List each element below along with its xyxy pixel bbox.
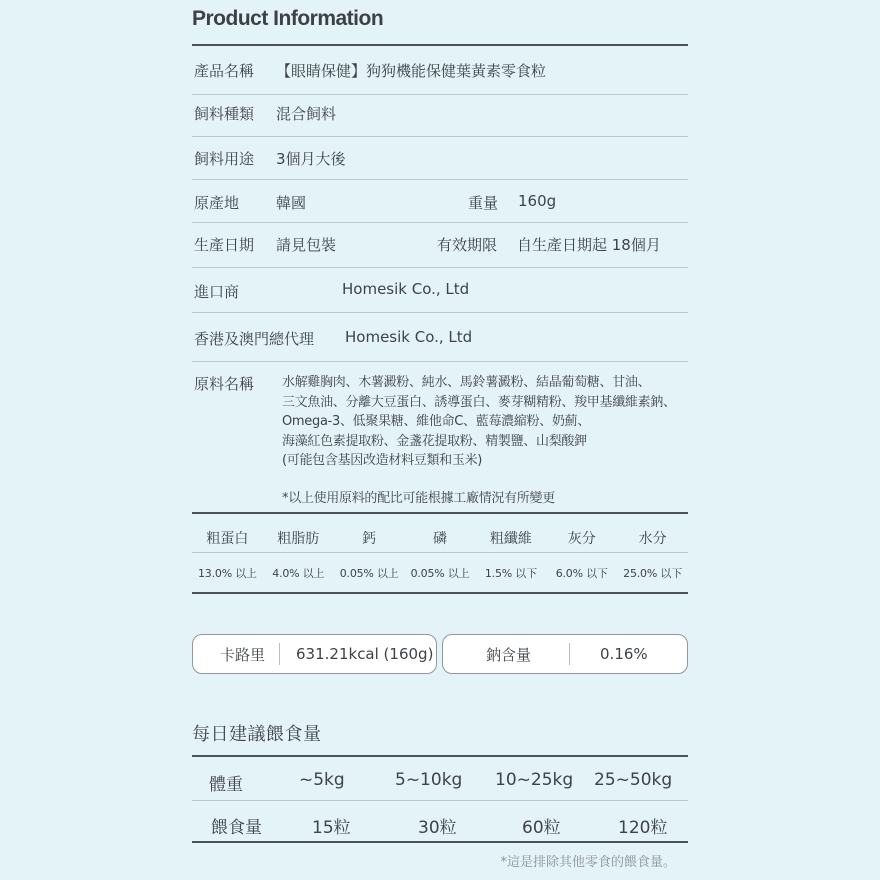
sodium-value: 0.16% (600, 645, 648, 663)
divider (192, 267, 688, 268)
nutrition-value: 0.05% 以上 (339, 567, 399, 580)
ingredients-line: 海藻紅色素提取粉、金盞花提取粉、精製鹽、山梨酸鉀 (282, 433, 587, 449)
feed-use-label: 飼料用途 (194, 150, 255, 168)
ingredients-line: (可能包含基因改造材料豆類和玉米) (282, 453, 483, 468)
nutrition-value: 1.5% 以下 (484, 567, 537, 580)
feed-type-label: 飼料種類 (194, 105, 255, 123)
feeding-amount-label: 餵食量 (211, 818, 262, 838)
production-date-value: 請見包裝 (276, 236, 337, 254)
agent-value: Homesik Co., Ltd (345, 328, 473, 346)
calorie-label: 卡路里 (220, 645, 266, 664)
sodium-box (442, 634, 688, 674)
nutrition-value: 4.0% 以上 (272, 567, 325, 580)
feeding-title: 每日建議餵食量 (192, 724, 322, 745)
agent-label: 香港及澳門總代理 (194, 330, 315, 348)
sodium-label: 鈉含量 (486, 645, 532, 664)
expiry-label: 有效期限 (437, 236, 498, 254)
feeding-weight: 25~50kg (594, 770, 673, 790)
divider (192, 592, 688, 594)
nutrition-header: 粗纖維 (489, 531, 532, 547)
ingredients-label: 原料名稱 (194, 375, 255, 393)
feeding-amount: 120粒 (618, 818, 668, 838)
nutrition-header: 鈣 (362, 531, 377, 547)
divider (192, 179, 688, 180)
calorie-value: 631.21kcal (160g) (296, 645, 434, 663)
nutrition-value: 0.05% 以上 (410, 567, 470, 580)
feeding-weight: 10~25kg (495, 770, 574, 790)
product-name-value: 【眼睛保健】狗狗機能保健葉黃素零食粒 (276, 62, 547, 80)
ingredients-line: 三文魚油、分離大豆蛋白、誘導蛋白、麥芽糊精粉、羧甲基纖維素鈉、 (282, 394, 676, 410)
divider (192, 800, 688, 801)
ingredients-note: *以上使用原料的配比可能根據工廠情況有所變更 (282, 491, 555, 506)
product-name-label: 產品名稱 (194, 62, 255, 80)
feeding-amount: 60粒 (522, 818, 561, 838)
ingredients-list (282, 373, 676, 471)
nutrition-header: 磷 (433, 531, 447, 547)
divider (192, 755, 688, 757)
divider (192, 512, 688, 514)
separator (569, 643, 570, 665)
expiry-value: 自生產日期起 18個月 (517, 236, 661, 254)
divider (192, 136, 688, 137)
feeding-amount: 15粒 (312, 818, 351, 838)
calorie-box (192, 634, 437, 674)
importer-label: 進口商 (194, 283, 240, 301)
divider (192, 312, 688, 313)
nutrition-header: 粗蛋白 (206, 531, 249, 547)
divider (192, 552, 688, 553)
nutrition-header: 水分 (638, 531, 667, 547)
feeding-weight: 5~10kg (395, 770, 463, 790)
nutrition-value: 6.0% 以下 (555, 567, 608, 580)
page-title: Product Information (192, 7, 384, 30)
feeding-weight-label: 體重 (209, 775, 243, 795)
feeding-note: *這是排除其他零食的餵食量。 (500, 855, 676, 870)
production-date-label: 生產日期 (194, 236, 255, 254)
divider (192, 222, 688, 223)
importer-value: Homesik Co., Ltd (342, 280, 470, 298)
divider (192, 44, 688, 46)
nutrition-header: 灰分 (567, 531, 596, 547)
separator (279, 643, 280, 665)
nutrition-header-row (192, 528, 688, 548)
origin-value: 韓國 (276, 194, 307, 212)
nutrition-header: 粗脂肪 (277, 531, 320, 547)
feeding-amount: 30粒 (418, 818, 457, 838)
origin-label: 原產地 (194, 194, 240, 212)
divider (192, 841, 688, 843)
feeding-weight: ~5kg (299, 770, 345, 790)
feed-type-value: 混合飼料 (276, 105, 337, 123)
ingredients-line: Omega-3、低聚果糖、維他命C、藍莓濃縮粉、奶薊、 (282, 414, 591, 429)
divider (192, 94, 688, 95)
ingredients-line: 水解雞胸肉、木薯澱粉、純水、馬鈴薯澱粉、結晶葡萄糖、甘油、 (282, 375, 651, 390)
nutrition-value: 25.0% 以下 (623, 567, 682, 580)
weight-value: 160g (518, 192, 557, 210)
nutrition-value-row (192, 565, 688, 581)
feed-use-value: 3個月大後 (276, 150, 346, 168)
divider (192, 361, 688, 362)
weight-label: 重量 (468, 194, 499, 212)
nutrition-value: 13.0% 以上 (198, 567, 257, 580)
